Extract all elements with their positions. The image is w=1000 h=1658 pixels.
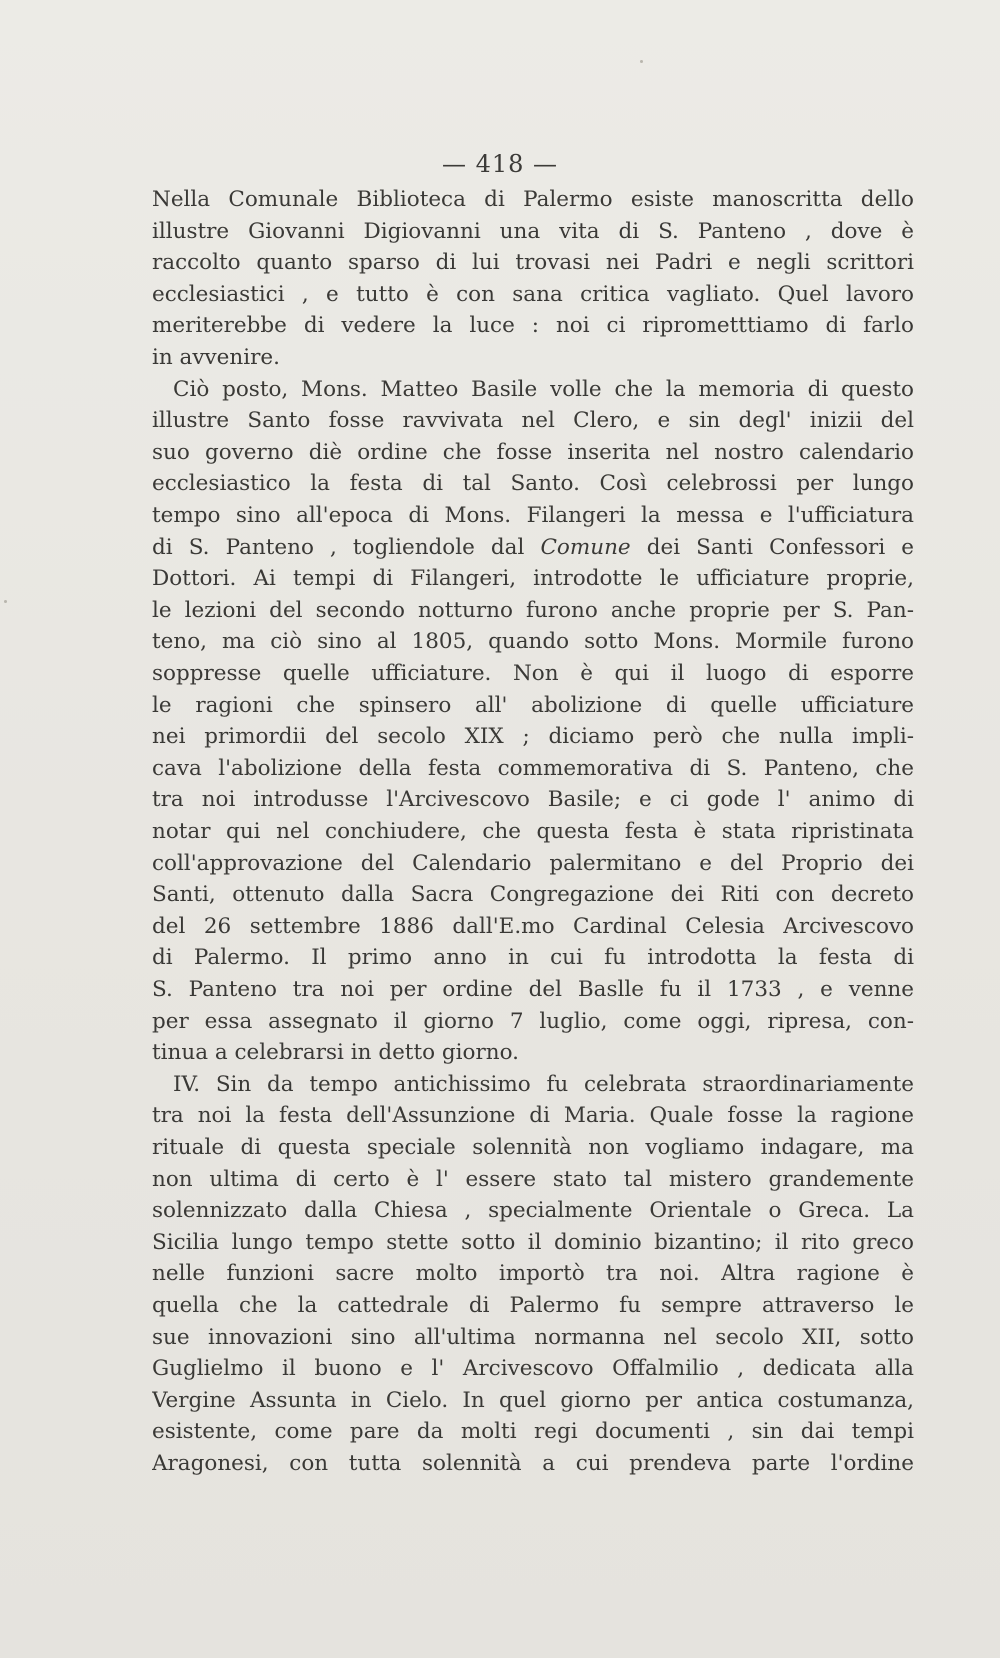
text-line: Santi, ottenuto dalla Sacra Congregazione dei Riti con decreto — [152, 882, 914, 908]
text-line: tra noi introdusse l'Arcivescovo Basile; e ci gode l' animo di — [152, 787, 914, 813]
text-line: non ultima di certo è l' essere stato tal mistero grandemente — [152, 1166, 914, 1192]
text-line: per essa assegnato il giorno 7 luglio, come oggi, ripresa, con- — [152, 1008, 914, 1034]
text-line: notar qui nel conchiudere, che questa festa è stata ripristinata — [152, 819, 914, 844]
text-line: ecclesiastico la festa di tal Santo. Così celebrossi per lungo — [152, 471, 914, 497]
text-line: esistente, come pare da molti regi documenti , sin dai tempi — [152, 1419, 914, 1445]
page-number: — 418 — — [441, 150, 559, 178]
text-line: coll'approvazione del Calendario palermitano e del Proprio dei — [152, 850, 914, 876]
text-line: teno, ma ciò sino al 1805, quando sotto Mons. Mormile furono — [152, 629, 914, 655]
text-line: sue innovazioni sino all'ultima normanna nel secolo XII, sotto — [152, 1324, 914, 1350]
text-line: S. Panteno tra noi per ordine del Baslle fu il 1733 , e venne — [152, 977, 914, 1002]
text-line: Aragonesi, con tutta solennità a cui prendeva parte l'ordine — [152, 1451, 914, 1476]
text-line: le ragioni che spinsero all' abolizione di quelle ufficiature — [152, 692, 914, 718]
text-line: quella che la cattedrale di Palermo fu sempre attraverso le — [152, 1293, 914, 1318]
text-line: meriterebbe di vedere la luce : noi ci riprometttiamo di farlo — [152, 313, 914, 339]
text-line: Sicilia lungo tempo stette sotto il dominio bizantino; il rito greco — [152, 1229, 914, 1255]
text-line: IV. Sin da tempo antichissimo fu celebrata straordinariamente — [173, 1071, 914, 1097]
text-line: nelle funzioni sacre molto importò tra noi. Altra ragione è — [152, 1261, 914, 1287]
text-line: suo governo diè ordine che fosse inserita nel nostro calendario — [152, 439, 914, 465]
text-line: Ciò posto, Mons. Matteo Basile volle che la memoria di questo — [173, 376, 914, 402]
text-line: tra noi la festa dell'Assunzione di Maria. Quale fosse la ragione — [152, 1103, 914, 1129]
text-line: rituale di questa speciale solennità non vogliamo indagare, ma — [152, 1135, 914, 1160]
paper-fleck — [640, 60, 643, 63]
text-line: tinua a celebrarsi in detto giorno. — [152, 1040, 519, 1066]
text-line: Nella Comunale Biblioteca di Palermo esiste manoscritta dello — [152, 187, 914, 212]
text-line: le lezioni del secondo notturno furono anche proprie per S. Pan- — [152, 597, 914, 623]
text-line: solennizzato dalla Chiesa , specialmente Orientale o Greca. La — [152, 1198, 914, 1224]
text-line: nei primordii del secolo XIX ; diciamo però che nulla impli- — [152, 724, 914, 750]
text-line: raccolto quanto sparso di lui trovasi nei Padri e negli scrittori — [152, 250, 914, 276]
text-line: del 26 settembre 1886 dall'E.mo Cardinal Celesia Arcivescovo — [152, 913, 914, 939]
text-line: in avvenire. — [152, 345, 280, 370]
text-line: illustre Giovanni Digiovanni una vita di S. Panteno , dove è — [152, 218, 914, 244]
paper-fleck — [4, 600, 7, 603]
text-line: cava l'abolizione della festa commemorativa di S. Panteno, che — [152, 755, 914, 781]
text-line: Guglielmo il buono e l' Arcivescovo Offalmilio , dedicata alla — [152, 1356, 914, 1382]
text-line: Dottori. Ai tempi di Filangeri, introdotte le ufficiature proprie, — [152, 566, 914, 592]
text-line: soppresse quelle ufficiature. Non è qui il luogo di esporre — [152, 661, 914, 686]
text-line: ecclesiastici , e tutto è con sana critica vagliato. Quel lavoro — [152, 281, 914, 307]
text-line: di S. Panteno , togliendole dal Comune dei Santi Confessori e — [152, 534, 914, 560]
italic-word: Comune — [540, 534, 631, 560]
text-line: illustre Santo fosse ravvivata nel Clero, e sin degl' inizii del — [152, 408, 914, 434]
text-line: tempo sino all'epoca di Mons. Filangeri la messa e l'ufficiatura — [152, 503, 914, 528]
text-line: Vergine Assunta in Cielo. In quel giorno per antica costumanza, — [152, 1387, 914, 1413]
text-line: di Palermo. Il primo anno in cui fu introdotta la festa di — [152, 945, 914, 971]
